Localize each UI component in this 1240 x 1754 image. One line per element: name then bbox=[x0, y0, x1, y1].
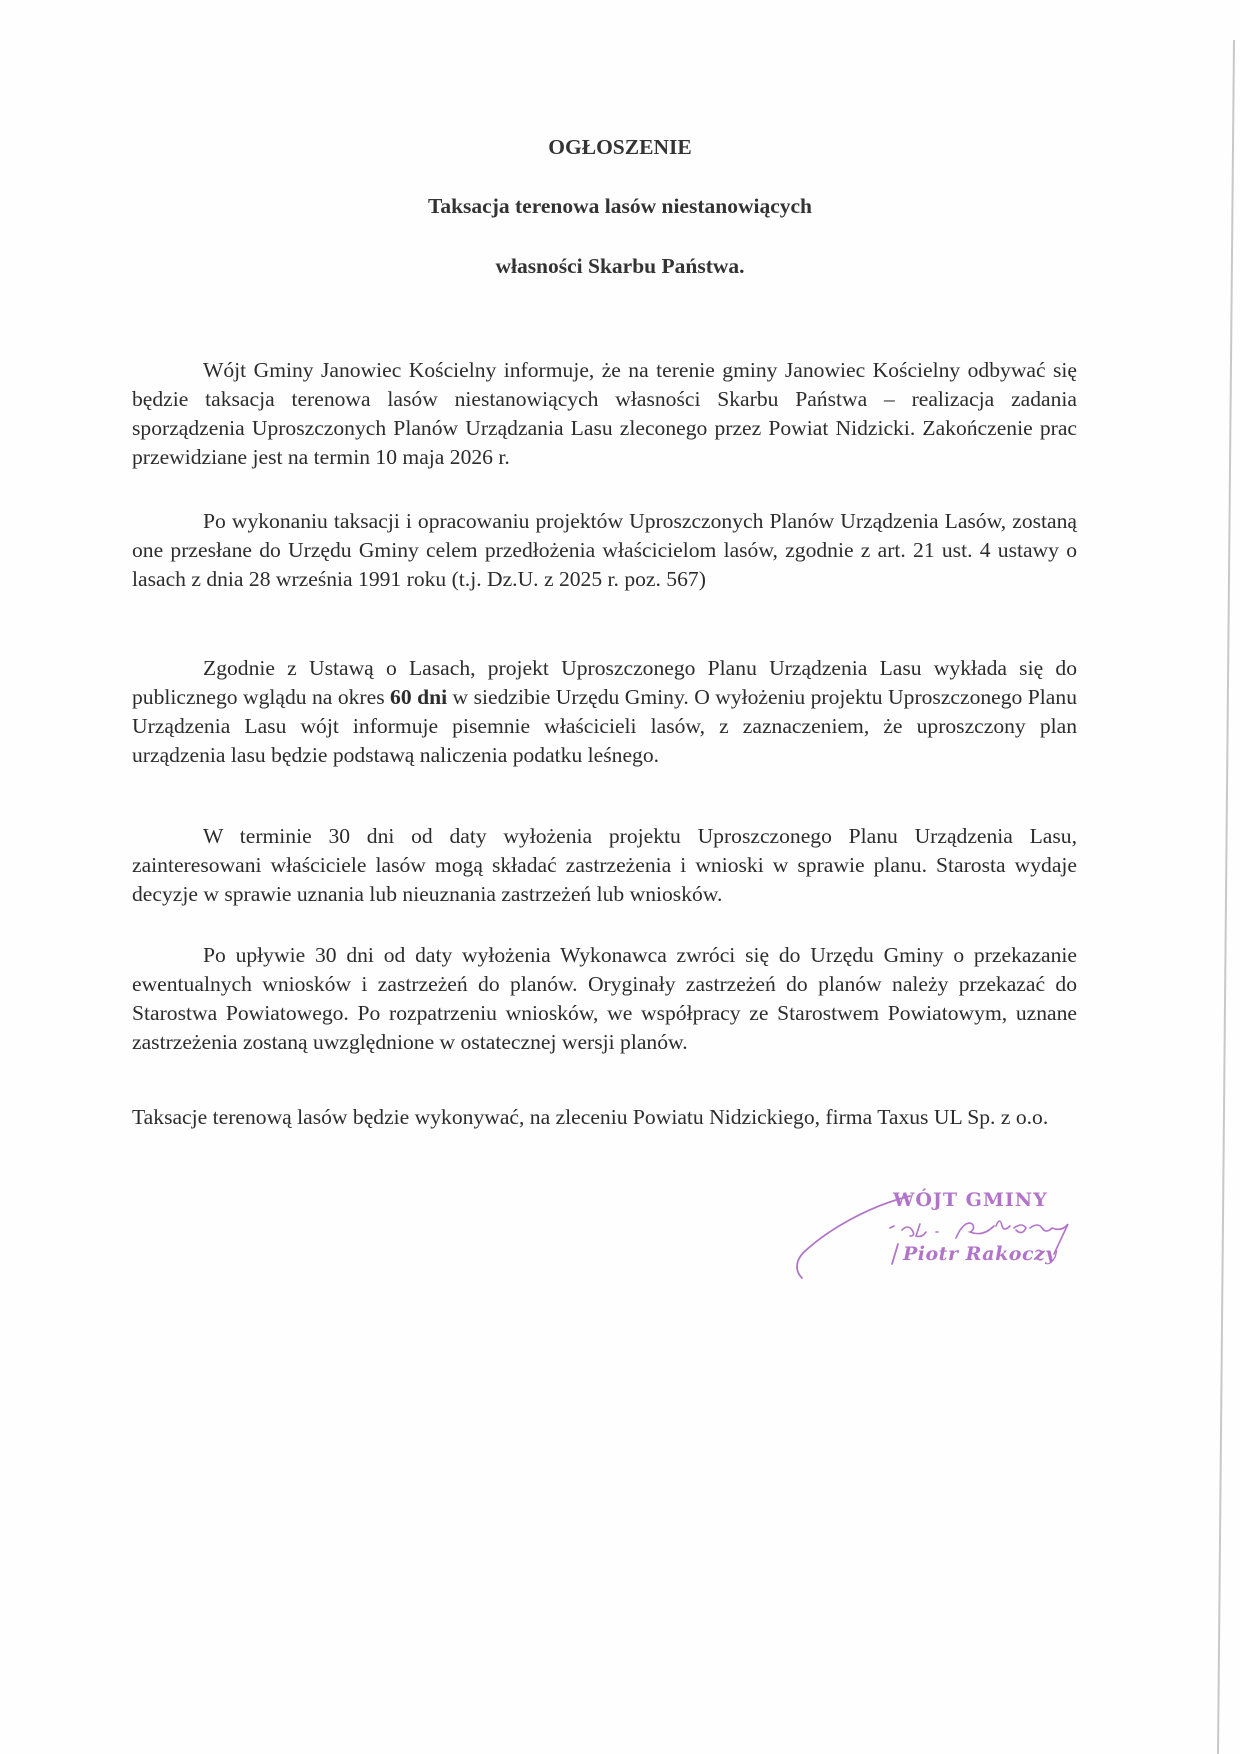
paragraph-plan-delivery: Po wykonaniu taksacji i opracowaniu projektów Uproszczonych Planów Urządzenia Lasów, zostaną one przesłane do Urzędu Gminy celem przedłożenia właścicielom lasów, zgodnie z art. 21 ust. 4 ustawy o lasach z dnia 28 września 1991 roku (t.j. Dz.U. z 2025 r. poz. 567) bbox=[132, 509, 1077, 591]
document-subtitle-line-2: własności Skarbu Państwa. bbox=[495, 254, 745, 278]
paragraph-text: Zgodnie z Ustawą o Lasach, projekt Uproszczonego Planu Urządzenia Lasu wykłada się do publicznego wglądu na okres bbox=[132, 656, 1077, 709]
document-subtitle-line-1: Taksacja terenowa lasów niestanowiących bbox=[427, 194, 813, 218]
paragraph-contractor: Taksacje terenową lasów będzie wykonywać, na zleceniu Powiatu Nidzickiego, firma Taxus UL Sp. z o.o. bbox=[132, 1105, 1049, 1129]
paragraph-text: w siedzibie Urzędu Gminy. O wyłożeniu projektu Uproszczonego Planu Urządzenia Lasu wójt informuje pisemnie właścicieli lasów, z zaznaczeniem, że uproszczony plan urządzenia lasu będzie podstawą naliczenia podatku leśnego. bbox=[132, 685, 1077, 767]
inspection-period: 60 dni bbox=[390, 685, 448, 709]
paragraph-objections-deadline: W terminie 30 dni od daty wyłożenia projektu Uproszczonego Planu Urządzenia Lasu, zainteresowani właściciele lasów mogą składać zastrzeżenia i wnioski w sprawie planu. Starosta wydaje decyzje w sprawie uznania lub nieuznania zastrzeżeń lub wniosków. bbox=[132, 824, 1077, 906]
stamp-title: WÓJT GMINY bbox=[893, 1189, 1048, 1211]
document-heading: OGŁOSZENIE bbox=[548, 135, 692, 159]
paragraph-objections-handling: Po upływie 30 dni od daty wyłożenia Wykonawca zwróci się do Urzędu Gminy o przekazanie ewentualnych wniosków i zastrzeżeń do planów. Oryginały zastrzeżeń do planów należy przekazać do Starostwa Powiatowego. Po rozpatrzeniu wniosków, we współpracy ze Starostwem Powiatowym, uznane zastrzeżenia zostaną uwzględnione w ostatecznej wersji planów. bbox=[132, 943, 1077, 1054]
stamp-name: Piotr Rakoczy bbox=[903, 1243, 1057, 1265]
paragraph-announcement: Wójt Gminy Janowiec Kościelny informuje, że na terenie gminy Janowiec Kościelny odbywać się będzie taksacja terenowa lasów niestanowiących własności Skarbu Państwa – realizacja zadania sporządzenia Uproszczonych Planów Urządzania Lasu zleconego przez Powiat Nidzicki. Zakończenie prac przewidziane jest na termin 10 maja 2026 r. bbox=[132, 358, 1077, 469]
